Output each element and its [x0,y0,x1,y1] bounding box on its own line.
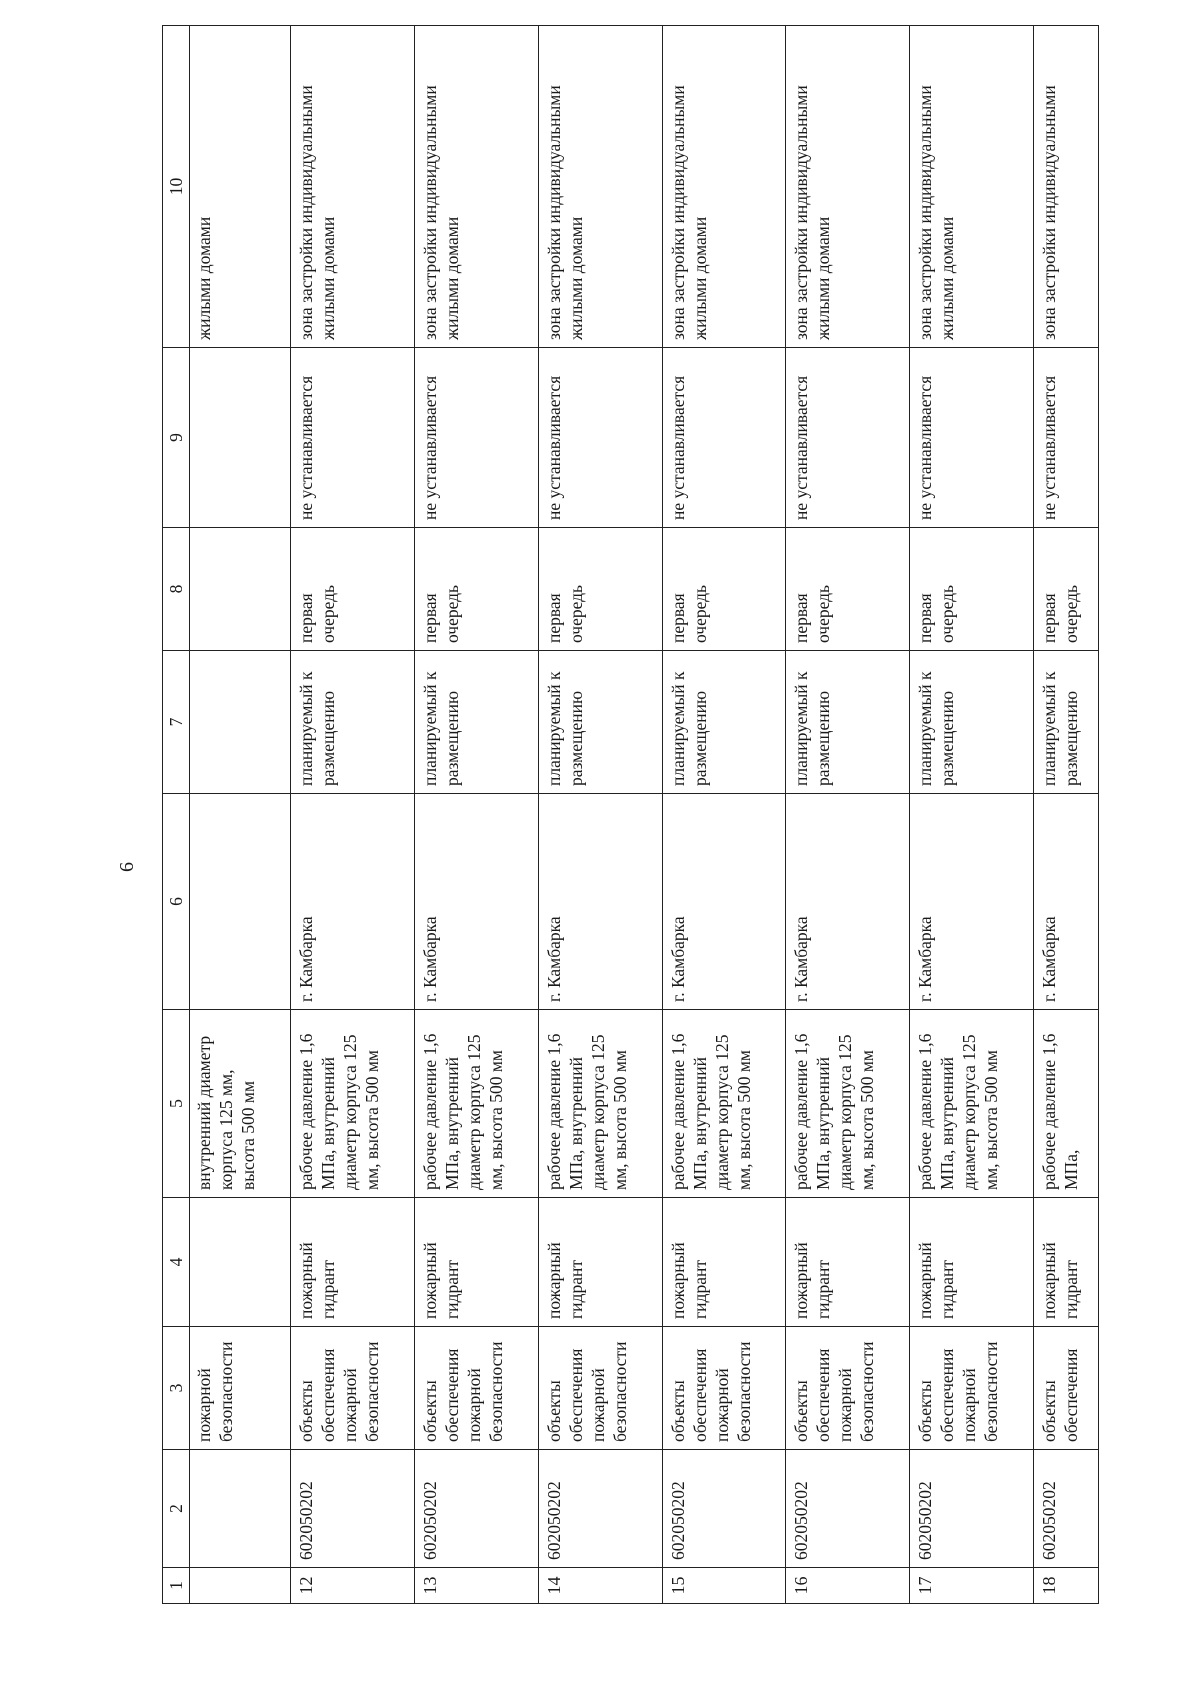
table-cell: г. Камбарка [538,794,662,1010]
table-cell: не устанавливается [291,348,415,528]
table-cell: г. Камбарка [910,794,1034,1010]
table-row [538,26,662,1604]
table-cell: 602050202 [414,1450,538,1568]
table-cell: не устанавливается [414,348,538,528]
table-cell: планируемый к размещению [291,651,415,794]
row-number: 18 [1033,1568,1098,1604]
table-cell: г. Камбарка [414,794,538,1010]
table-cell: рабочее давление 1,6 МПа, внутренний диаметр корпуса 125 мм, высота 500 мм [910,1010,1034,1198]
table-cell [190,348,291,528]
table-cell: 602050202 [662,1450,786,1568]
table-cell: первая очередь [1033,528,1098,651]
table-cell: рабочее давление 1,6 МПа, внутренний диаметр корпуса 125 мм, высота 500 мм [786,1010,910,1198]
table-cell: 602050202 [538,1450,662,1568]
table-cell: планируемый к размещению [1033,651,1098,794]
table-cell [190,528,291,651]
table-cell: первая очередь [538,528,662,651]
table-cell: рабочее давление 1,6 МПа, внутренний диаметр корпуса 125 мм, высота 500 мм [291,1010,415,1198]
table-cell: пожарный гидрант [910,1198,1034,1327]
table-cell: г. Камбарка [1033,794,1098,1010]
table-cell: первая очередь [910,528,1034,651]
table-cell: пожарный гидрант [414,1198,538,1327]
objects-table [162,25,1099,1604]
table-cell [190,1450,291,1568]
table-cell: первая очередь [662,528,786,651]
table-cell: 602050202 [910,1450,1034,1568]
table-cell: не устанавливается [910,348,1034,528]
table-cell [190,1198,291,1327]
header-row [163,26,190,1604]
column-header: 5 [163,1010,190,1198]
table-cell: не устанавливается [1033,348,1098,528]
page-number: 6 [116,862,138,872]
table-cell [190,1568,291,1604]
column-header: 4 [163,1198,190,1327]
table-cell: рабочее давление 1,6 МПа, внутренний диаметр корпуса 125 мм, высота 500 мм [414,1010,538,1198]
column-header: 6 [163,794,190,1010]
table-cell: жилыми домами [190,26,291,348]
table-cell: 602050202 [786,1450,910,1568]
table-cell: объекты обеспечения пожарной безопасности [662,1327,786,1450]
row-number: 17 [910,1568,1034,1604]
table-cell: зона застройки индивидуальными жилыми домами [538,26,662,348]
table-cell: 602050202 [1033,1450,1098,1568]
table-row [786,26,910,1604]
table-cell [190,651,291,794]
table-cell [190,794,291,1010]
table-cell: зона застройки индивидуальными жилыми домами [662,26,786,348]
column-header: 9 [163,348,190,528]
column-header: 7 [163,651,190,794]
table-row [662,26,786,1604]
row-number: 16 [786,1568,910,1604]
row-number: 14 [538,1568,662,1604]
table-cell: зона застройки индивидуальными жилыми домами [414,26,538,348]
table-cell: зона застройки индивидуальными [1033,26,1098,348]
table-row [1033,26,1098,1604]
table-cell: объекты обеспечения пожарной безопасности [910,1327,1034,1450]
table-row [414,26,538,1604]
table-cell: объекты обеспечения пожарной безопасности [786,1327,910,1450]
table-cell: рабочее давление 1,6 МПа, внутренний диаметр корпуса 125 мм, высота 500 мм [538,1010,662,1198]
table-cell: планируемый к размещению [910,651,1034,794]
table-cell: объекты обеспечения пожарной безопасности [538,1327,662,1450]
continuation-row [190,26,291,1604]
table-cell: не устанавливается [786,348,910,528]
column-header: 8 [163,528,190,651]
table-cell: пожарной безопасности [190,1327,291,1450]
row-number: 13 [414,1568,538,1604]
table-cell: пожарный гидрант [291,1198,415,1327]
table-cell: рабочее давление 1,6 МПа, [1033,1010,1098,1198]
table-cell: первая очередь [414,528,538,651]
table-cell: г. Камбарка [662,794,786,1010]
table-cell: планируемый к размещению [414,651,538,794]
table-cell: пожарный гидрант [786,1198,910,1327]
table-cell: объекты обеспечения [1033,1327,1098,1450]
table-cell: г. Камбарка [291,794,415,1010]
table-cell: пожарный гидрант [1033,1198,1098,1327]
table-cell: планируемый к размещению [786,651,910,794]
table-cell: пожарный гидрант [538,1198,662,1327]
table-cell: первая очередь [291,528,415,651]
table-cell: объекты обеспечения пожарной безопасности [291,1327,415,1450]
table-cell: первая очередь [786,528,910,651]
table-cell: зона застройки индивидуальными жилыми домами [291,26,415,348]
row-number: 12 [291,1568,415,1604]
table-cell: планируемый к размещению [538,651,662,794]
table-cell: не устанавливается [662,348,786,528]
column-header: 10 [163,26,190,348]
row-number: 15 [662,1568,786,1604]
column-header: 3 [163,1327,190,1450]
table-cell: объекты обеспечения пожарной безопасности [414,1327,538,1450]
table-cell: пожарный гидрант [662,1198,786,1327]
table-row [291,26,415,1604]
table-cell: зона застройки индивидуальными жилыми домами [786,26,910,348]
column-header: 2 [163,1450,190,1568]
table-cell: 602050202 [291,1450,415,1568]
rotated-table-wrapper [162,32,1099,1604]
table-cell: планируемый к размещению [662,651,786,794]
table-cell: зона застройки индивидуальными жилыми домами [910,26,1034,348]
table-row [910,26,1034,1604]
table-cell: не устанавливается [538,348,662,528]
table-cell: г. Камбарка [786,794,910,1010]
table-cell: внутренний диаметр корпуса 125 мм, высота 500 мм [190,1010,291,1198]
table-cell: рабочее давление 1,6 МПа, внутренний диаметр корпуса 125 мм, высота 500 мм [662,1010,786,1198]
column-header: 1 [163,1568,190,1604]
